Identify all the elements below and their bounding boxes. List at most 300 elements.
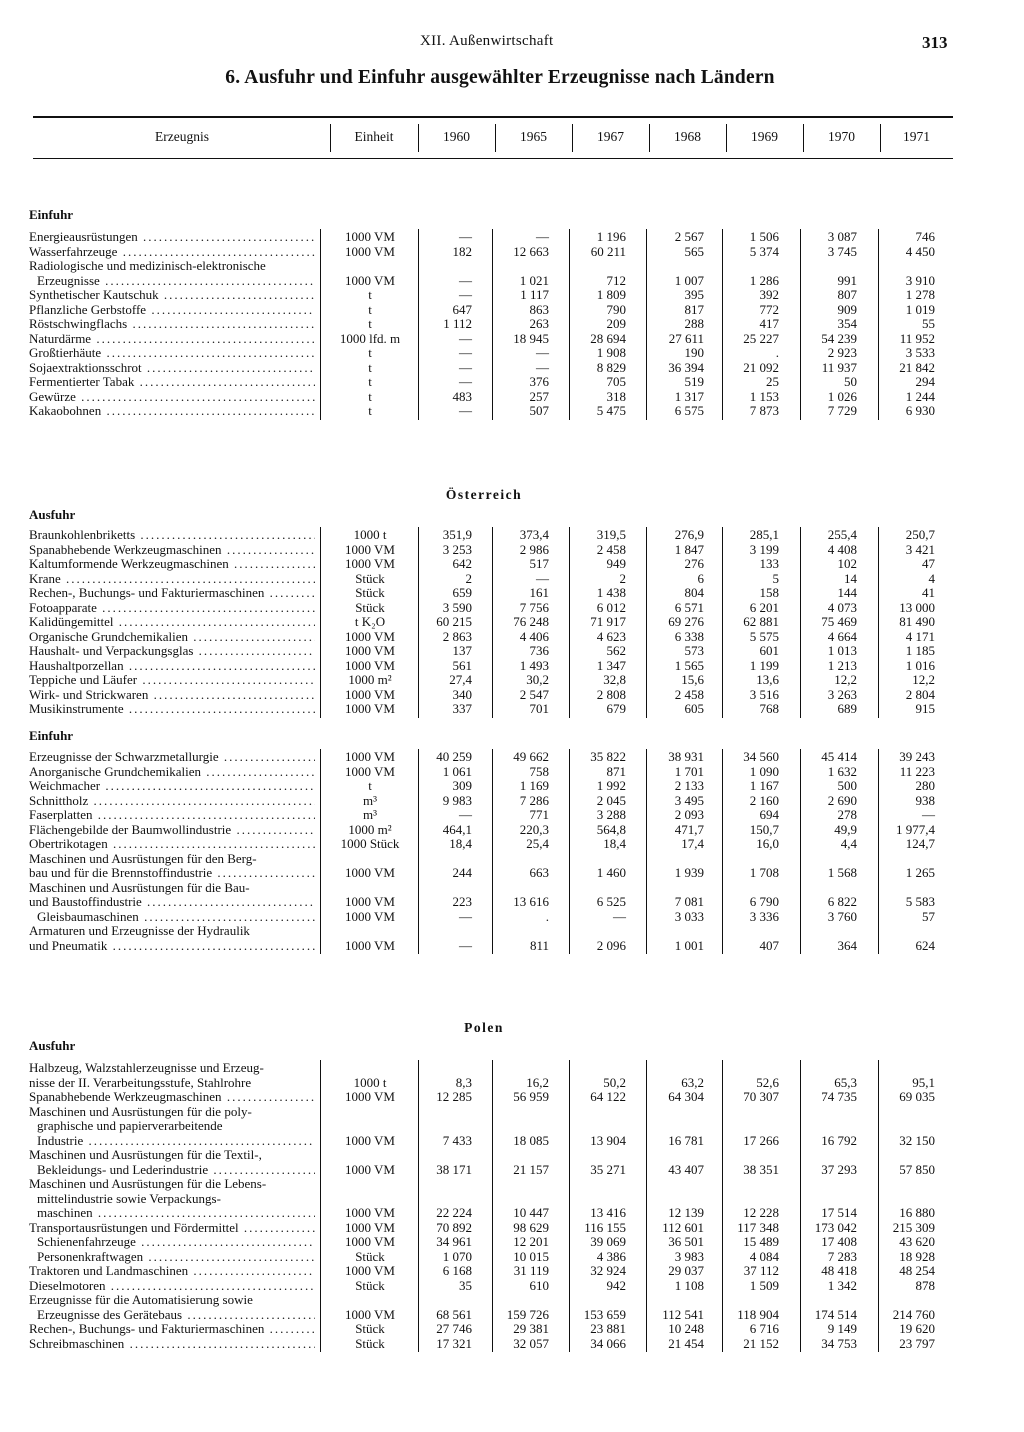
value-cell: 49,9: [834, 821, 857, 837]
value-cell: 6 575: [674, 403, 704, 418]
value-cell: —: [536, 229, 549, 244]
value-cell: 319,5: [596, 527, 626, 542]
table-row: [0, 244, 1024, 259]
table-row: [0, 1278, 1024, 1293]
value-cell: 159 726: [506, 1306, 549, 1322]
row-label: Maschinen und Ausrüstungen für die Textil-,: [29, 1147, 262, 1162]
column-rule: [320, 229, 321, 420]
value-cell: 8,3: [455, 1074, 472, 1090]
table-row: [0, 672, 1024, 687]
value-cell: 263: [529, 316, 549, 331]
value-cell: 1 090: [749, 763, 779, 779]
row-label: und Baustoffindustrie .....: [29, 894, 315, 909]
value-cell: 1 438: [596, 585, 626, 600]
row-label: Kalidüngemittel .....: [29, 614, 315, 629]
value-cell: 659: [452, 585, 472, 600]
row-label: Synthetischer Kautschuk .....: [29, 287, 315, 302]
table-row: [0, 229, 1024, 244]
table-header: [33, 116, 953, 159]
column-rule: [492, 527, 493, 718]
row-unit: 1000 VM: [345, 1089, 395, 1104]
value-cell: 392: [759, 287, 779, 302]
value-cell: 45 414: [821, 749, 857, 764]
value-cell: 12 285: [436, 1089, 472, 1104]
row-unit: 1000 VM: [345, 556, 395, 571]
value-cell: —: [536, 359, 549, 375]
row-label: Fermentierter Tabak .....: [29, 374, 315, 389]
value-cell: 909: [837, 301, 857, 317]
row-label: mittelindustrie sowie Verpackungs-: [37, 1190, 221, 1206]
value-cell: 6 571: [674, 599, 704, 615]
value-cell: 1 070: [442, 1248, 472, 1264]
value-cell: 38 351: [743, 1161, 779, 1177]
row-label: Kaltumformende Werkzeugmaschinen .....: [29, 556, 315, 571]
value-cell: 1 708: [749, 865, 779, 880]
value-cell: 13 904: [590, 1132, 626, 1148]
value-cell: 2 863: [442, 628, 472, 644]
value-cell: 6 168: [442, 1263, 472, 1278]
value-cell: 915: [915, 701, 935, 716]
table-row: [0, 1162, 1024, 1177]
value-cell: 174 514: [814, 1306, 857, 1322]
row-unit: t: [368, 316, 372, 331]
row-unit: t: [368, 403, 372, 418]
value-cell: 17 266: [743, 1132, 779, 1148]
value-cell: —: [459, 330, 472, 346]
table-row: [0, 600, 1024, 615]
row-unit: 1000 VM: [345, 686, 395, 702]
column-rule: [418, 1060, 419, 1352]
value-cell: 3 745: [827, 243, 857, 259]
table-row: [0, 643, 1024, 658]
value-cell: 471,7: [674, 821, 704, 837]
value-cell: 27 746: [436, 1321, 472, 1336]
value-cell: 182: [452, 243, 472, 259]
value-cell: 1 213: [827, 657, 857, 673]
value-cell: 76 248: [513, 614, 549, 629]
row-label: Wirk- und Strickwaren .....: [29, 687, 315, 702]
table-row: [0, 1307, 1024, 1322]
table-row: [0, 938, 1024, 953]
value-cell: 35 822: [590, 749, 626, 764]
page-number: 313: [922, 33, 948, 52]
value-cell: 124,7: [905, 836, 935, 851]
row-unit: 1000 VM: [345, 643, 395, 658]
table-row: [0, 1191, 1024, 1206]
value-cell: —: [459, 359, 472, 375]
value-cell: 1 019: [905, 301, 935, 317]
value-cell: 21 157: [513, 1161, 549, 1177]
value-cell: 663: [529, 865, 549, 880]
table-row: [0, 807, 1024, 822]
table-row: [0, 403, 1024, 418]
value-cell: 11 952: [899, 330, 935, 346]
value-cell: 878: [915, 1277, 935, 1293]
row-unit: 1000 t: [353, 1074, 387, 1090]
table-row: [0, 778, 1024, 793]
value-cell: 29 037: [668, 1263, 704, 1278]
row-unit: m³: [362, 792, 377, 808]
row-label: Sojaextraktionsschrot .....: [29, 360, 315, 375]
value-cell: 1 153: [749, 388, 779, 404]
value-cell: 15,6: [681, 672, 704, 687]
value-cell: 9 149: [827, 1321, 857, 1336]
column-rule: [320, 527, 321, 718]
value-cell: 153 659: [583, 1306, 626, 1322]
column-rule: [722, 749, 723, 954]
value-cell: 1 196: [596, 229, 626, 244]
value-cell: 3 760: [827, 908, 857, 924]
row-label: Gleisbaumaschinen .....: [29, 909, 315, 924]
row-unit: t: [368, 374, 372, 389]
row-unit: t: [368, 359, 372, 375]
value-cell: 1 013: [827, 643, 857, 658]
value-cell: —: [536, 570, 549, 586]
value-cell: 7 729: [827, 403, 857, 418]
value-cell: 32 057: [513, 1335, 549, 1351]
value-cell: 4 171: [905, 628, 935, 644]
column-header-1970: 1970: [828, 129, 855, 144]
value-cell: 2: [465, 570, 472, 586]
value-cell: 18 085: [513, 1132, 549, 1148]
row-unit: 1000 VM: [345, 1132, 395, 1148]
value-cell: 1 265: [905, 865, 935, 880]
row-label: Röstschwingflachs .....: [29, 316, 315, 331]
value-cell: 4 406: [519, 628, 549, 644]
value-cell: 12 663: [513, 243, 549, 259]
value-cell: —: [459, 345, 472, 360]
value-cell: 871: [606, 763, 626, 779]
value-cell: 7 283: [827, 1248, 857, 1264]
value-cell: 63,2: [681, 1074, 704, 1090]
value-cell: 4 623: [596, 628, 626, 644]
value-cell: 137: [452, 643, 472, 658]
row-unit: 1000 VM: [345, 937, 395, 953]
value-cell: 95,1: [912, 1074, 935, 1090]
table-row: [0, 1075, 1024, 1090]
value-cell: 4,4: [840, 836, 857, 851]
value-cell: 144: [837, 585, 857, 600]
column-rule: [800, 1060, 801, 1352]
row-label: Erzeugnisse .....: [29, 273, 315, 288]
value-cell: 6 201: [749, 599, 779, 615]
value-cell: 48 418: [821, 1263, 857, 1278]
value-cell: 17 408: [821, 1234, 857, 1249]
column-rule: [646, 1060, 647, 1352]
value-cell: 68 561: [436, 1306, 472, 1322]
row-label: und Pneumatik .....: [29, 938, 315, 953]
value-cell: 64 122: [590, 1089, 626, 1104]
column-rule: [418, 527, 419, 718]
row-label: Braunkohlenbriketts .....: [29, 527, 315, 542]
value-cell: 500: [837, 778, 857, 793]
value-cell: 642: [452, 556, 472, 571]
table-row: [0, 851, 1024, 866]
value-cell: 1 016: [905, 657, 935, 673]
value-cell: 364: [837, 937, 857, 953]
value-cell: 69 276: [668, 614, 704, 629]
value-cell: 17,4: [681, 836, 704, 851]
row-label: Weichmacher .....: [29, 778, 315, 793]
table-row: [0, 1089, 1024, 1104]
row-label: Naturdärme .....: [29, 331, 315, 346]
column-rule: [320, 749, 321, 954]
row-unit: 1000 VM: [345, 1263, 395, 1278]
table-row: [0, 585, 1024, 600]
table-row: [0, 1234, 1024, 1249]
value-cell: 257: [529, 388, 549, 404]
value-cell: 2 160: [749, 792, 779, 808]
value-cell: 43 620: [899, 1234, 935, 1249]
value-cell: 75 469: [821, 614, 857, 629]
table-row: [0, 880, 1024, 895]
table-row: [0, 1220, 1024, 1235]
value-cell: 7 286: [519, 792, 549, 808]
row-unit: 1000 VM: [345, 1205, 395, 1220]
value-cell: 758: [529, 763, 549, 779]
value-cell: 1 632: [827, 763, 857, 779]
column-header-1967: 1967: [597, 129, 624, 144]
table-row: [0, 836, 1024, 851]
value-cell: 1 347: [596, 657, 626, 673]
column-rule: [878, 527, 879, 718]
value-cell: 4: [928, 570, 935, 586]
value-cell: 1 167: [749, 778, 779, 793]
value-cell: 395: [684, 287, 704, 302]
country-heading: Österreich: [445, 487, 523, 502]
value-cell: 354: [837, 316, 857, 331]
value-cell: 15 489: [743, 1234, 779, 1249]
row-label: Spanabhebende Werkzeugmaschinen .....: [29, 542, 315, 557]
value-cell: 12 201: [513, 1234, 549, 1249]
value-cell: 949: [606, 556, 626, 571]
value-cell: 55: [922, 316, 935, 331]
value-cell: 32 924: [590, 1263, 626, 1278]
value-cell: 12 139: [668, 1205, 704, 1220]
value-cell: 1 112: [443, 316, 472, 331]
value-cell: 32,8: [603, 672, 626, 687]
value-cell: 694: [759, 807, 779, 822]
value-cell: 679: [606, 701, 626, 716]
value-cell: 10 248: [668, 1321, 704, 1336]
column-rule: [800, 527, 801, 718]
value-cell: 17 514: [821, 1205, 857, 1220]
table-row: [0, 749, 1024, 764]
value-cell: 4 084: [749, 1248, 779, 1264]
value-cell: 6 012: [596, 599, 626, 615]
column-rule: [492, 1060, 493, 1352]
value-cell: 161: [529, 585, 549, 600]
row-unit: Stück: [355, 1321, 385, 1336]
value-cell: 2: [619, 570, 626, 586]
value-cell: 23 797: [899, 1335, 935, 1351]
value-cell: 2 808: [596, 686, 626, 702]
value-cell: 376: [529, 374, 549, 389]
value-cell: 102: [837, 556, 857, 571]
column-header-einheit: Einheit: [354, 129, 394, 144]
value-cell: 60 211: [590, 243, 626, 259]
value-cell: 4 386: [596, 1248, 626, 1264]
value-cell: 1 286: [749, 272, 779, 288]
value-cell: 624: [915, 937, 935, 953]
row-label: Fotoapparate .....: [29, 600, 315, 615]
value-cell: 1 809: [596, 287, 626, 302]
value-cell: 34 560: [743, 749, 779, 764]
value-cell: 220,3: [519, 821, 549, 837]
value-cell: 21 152: [743, 1335, 779, 1351]
column-header-1965: 1965: [520, 129, 547, 144]
value-cell: 19 620: [899, 1321, 935, 1336]
value-cell: 74 735: [821, 1089, 857, 1104]
table-row: [0, 1133, 1024, 1148]
value-cell: 18,4: [603, 836, 626, 851]
value-cell: 519: [684, 374, 704, 389]
row-label: Wasserfahrzeuge .....: [29, 244, 315, 259]
value-cell: 4 450: [905, 243, 935, 259]
row-unit: 1000 VM: [345, 243, 395, 259]
value-cell: 62 881: [743, 614, 779, 629]
value-cell: —: [459, 272, 472, 288]
value-cell: 25,4: [526, 836, 549, 851]
value-cell: 64 304: [668, 1089, 704, 1104]
row-unit: 1000 m²: [348, 821, 392, 837]
value-cell: 1 169: [519, 778, 549, 793]
table-row: [0, 701, 1024, 716]
table-row: [0, 360, 1024, 375]
value-cell: 13 000: [899, 599, 935, 615]
value-cell: 60 215: [436, 614, 472, 629]
value-cell: 4 664: [827, 628, 857, 644]
value-cell: 276,9: [674, 527, 704, 542]
value-cell: 817: [684, 301, 704, 317]
table-row: [0, 1104, 1024, 1119]
country-heading: Polen: [464, 1020, 504, 1035]
value-cell: 562: [606, 643, 626, 658]
value-cell: —: [613, 908, 626, 924]
value-cell: 12 228: [743, 1205, 779, 1220]
table-row: [0, 1147, 1024, 1162]
value-cell: 605: [684, 701, 704, 716]
value-cell: 50,2: [603, 1074, 626, 1090]
value-cell: 285,1: [749, 527, 779, 542]
value-cell: 25: [766, 374, 779, 389]
value-cell: 6 338: [674, 628, 704, 644]
value-cell: 288: [684, 316, 704, 331]
value-cell: 3 421: [905, 541, 935, 557]
table-row: [0, 1118, 1024, 1133]
value-cell: 712: [606, 272, 626, 288]
value-cell: 6 716: [749, 1321, 779, 1336]
column-rule: [418, 229, 419, 420]
value-cell: 39 243: [899, 749, 935, 764]
group-heading: Ausfuhr: [29, 1038, 76, 1053]
row-label: Schnittholz .....: [29, 793, 315, 808]
table-row: [0, 273, 1024, 288]
value-cell: 215 309: [892, 1219, 935, 1235]
row-label: bau und für die Brennstoffindustrie .....: [29, 865, 315, 880]
value-cell: 3 590: [442, 599, 472, 615]
value-cell: 244: [452, 865, 472, 880]
row-label: Spanabhebende Werkzeugmaschinen .....: [29, 1089, 315, 1104]
row-unit: t: [368, 287, 372, 302]
value-cell: 2 986: [519, 541, 549, 557]
row-label: maschinen .....: [29, 1205, 315, 1220]
row-label: Teppiche und Läufer .....: [29, 672, 315, 687]
value-cell: 25 227: [743, 330, 779, 346]
value-cell: 250,7: [905, 527, 935, 542]
value-cell: 52,6: [756, 1074, 779, 1090]
row-label: Anorganische Grundchemikalien .....: [29, 764, 315, 779]
value-cell: —: [922, 807, 935, 822]
value-cell: 133: [759, 556, 779, 571]
value-cell: 278: [837, 807, 857, 822]
value-cell: 5 374: [749, 243, 779, 259]
row-unit: Stück: [355, 1335, 385, 1351]
column-rule: [569, 229, 570, 420]
value-cell: 807: [837, 287, 857, 302]
value-cell: —: [459, 908, 472, 924]
column-rule: [569, 1060, 570, 1352]
value-cell: 98 629: [513, 1219, 549, 1235]
value-cell: 37 293: [821, 1161, 857, 1177]
value-cell: —: [459, 937, 472, 953]
value-cell: 18 945: [513, 330, 549, 346]
row-label: Halbzeug, Walzstahlerzeugnisse und Erzeug-: [29, 1060, 264, 1075]
table-row: [0, 345, 1024, 360]
value-cell: 39 069: [590, 1234, 626, 1249]
value-cell: 6 525: [596, 894, 626, 909]
value-cell: 13 416: [590, 1205, 626, 1220]
value-cell: 483: [452, 388, 472, 404]
row-label: graphische und papierverarbeitende: [37, 1118, 223, 1133]
column-rule: [418, 749, 419, 954]
value-cell: 7 873: [749, 403, 779, 418]
value-cell: 1 108: [674, 1277, 704, 1293]
value-cell: .: [545, 908, 549, 924]
value-cell: 112 601: [662, 1219, 704, 1235]
value-cell: 1 847: [674, 541, 704, 557]
value-cell: 7 081: [674, 894, 704, 909]
value-cell: 6 822: [827, 894, 857, 909]
value-cell: 11 937: [821, 359, 857, 375]
value-cell: 34 066: [590, 1335, 626, 1351]
column-header-1968: 1968: [674, 129, 701, 144]
value-cell: 49 662: [513, 749, 549, 764]
column-rule: [569, 749, 570, 954]
value-cell: 29 381: [513, 1321, 549, 1336]
value-cell: 701: [529, 701, 549, 716]
value-cell: 3 983: [674, 1248, 704, 1264]
table-row: [0, 331, 1024, 346]
page-title: 6. Ausfuhr und Einfuhr ausgewählter Erzeugnisse nach Ländern: [225, 67, 775, 88]
row-unit: Stück: [355, 585, 385, 600]
row-unit: 1000 VM: [345, 1161, 395, 1177]
value-cell: 1 317: [674, 388, 704, 404]
value-cell: 3 516: [749, 686, 779, 702]
value-cell: 1 939: [674, 865, 704, 880]
value-cell: 337: [452, 701, 472, 716]
value-cell: 27 611: [668, 330, 704, 346]
value-cell: 2 045: [596, 792, 626, 808]
column-rule: [646, 229, 647, 420]
value-cell: 340: [452, 686, 472, 702]
column-rule: [878, 229, 879, 420]
value-cell: 9 983: [442, 792, 472, 808]
row-unit: 1000 lfd. m: [339, 330, 401, 346]
value-cell: 280: [915, 778, 935, 793]
value-cell: 1 568: [827, 865, 857, 880]
table-row: [0, 629, 1024, 644]
